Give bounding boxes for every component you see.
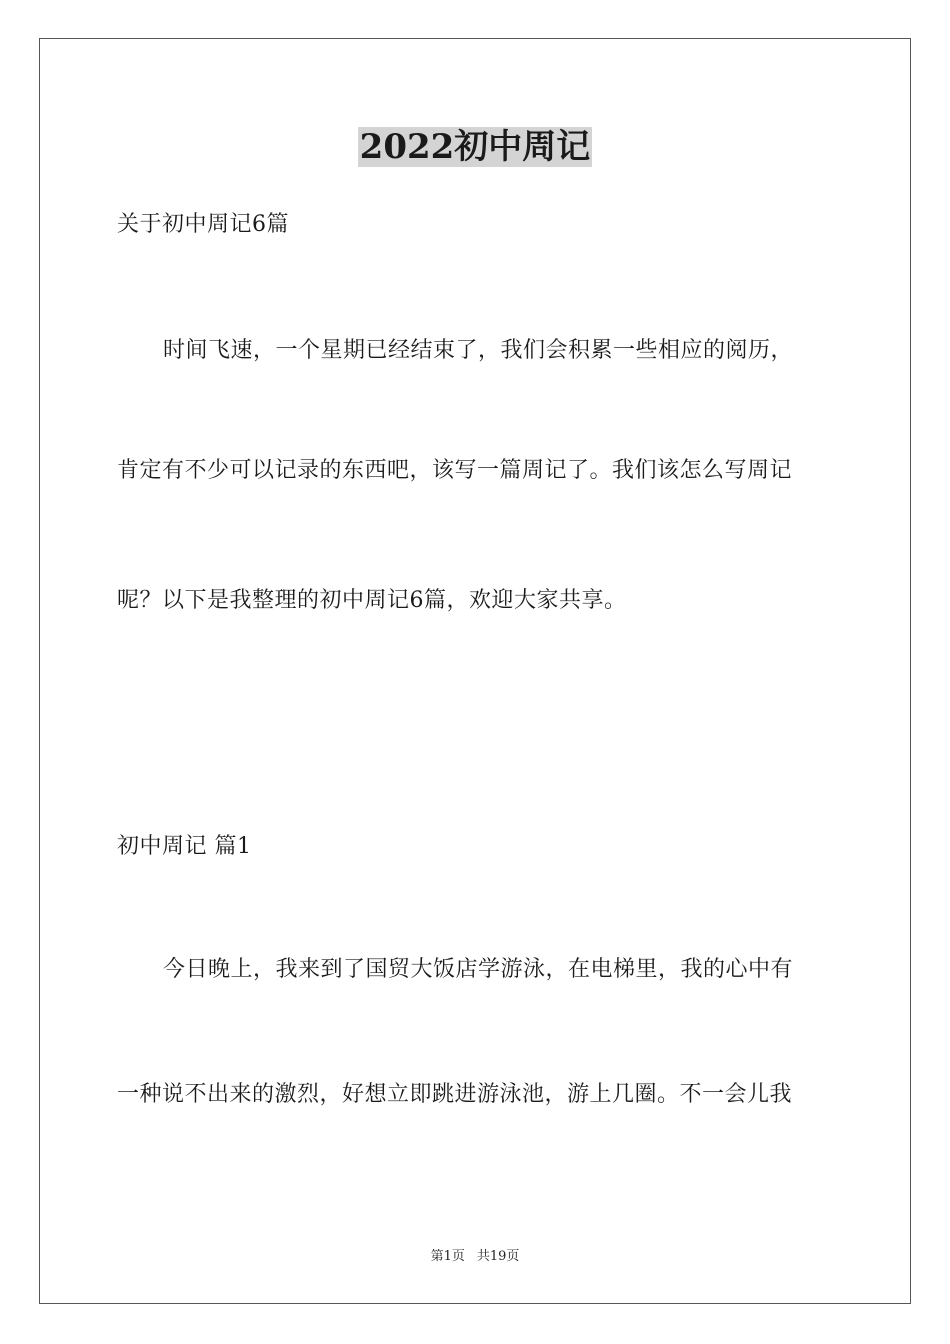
document-subtitle: 关于初中周记6篇 bbox=[117, 212, 289, 237]
intro-line-1: 时间飞速，一个星期已经结束了，我们会积累一些相应的阅历， bbox=[163, 338, 794, 363]
document-title-text: 2022初中周记 bbox=[359, 127, 591, 167]
section-line-2: 一种说不出来的激烈，好想立即跳进游泳池，游上几圈。不一会儿我 bbox=[117, 1082, 793, 1107]
document-title bbox=[0, 124, 950, 170]
page-number: 第1页 bbox=[430, 1249, 465, 1264]
intro-line-3: 呢？以下是我整理的初中周记6篇，欢迎大家共享。 bbox=[117, 588, 627, 613]
intro-line-2: 肯定有不少可以记录的东西吧，该写一篇周记了。我们该怎么写周记 bbox=[117, 458, 793, 483]
page-total: 共19页 bbox=[476, 1249, 520, 1264]
section-line-1: 今日晚上，我来到了国贸大饭店学游泳，在电梯里，我的心中有 bbox=[163, 957, 794, 982]
section-heading: 初中周记 篇1 bbox=[117, 834, 252, 859]
page-footer bbox=[0, 1248, 950, 1266]
